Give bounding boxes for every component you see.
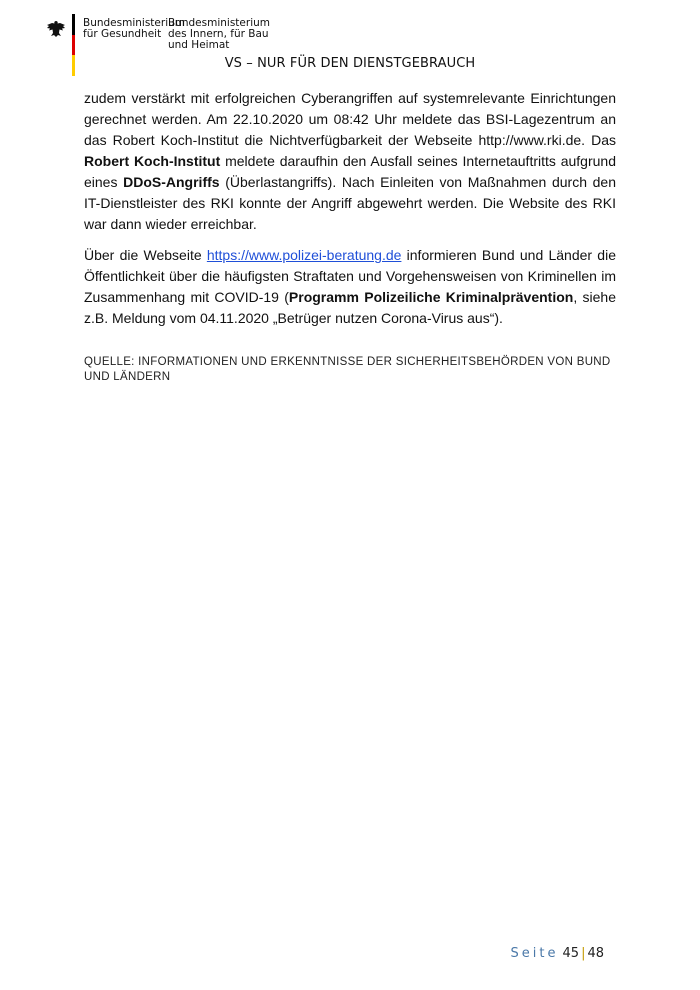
classification-label: VS – NUR FÜR DEN DIENSTGEBRAUCH <box>224 56 476 71</box>
source-note: QUELLE: INFORMATIONEN UND ERKENNTNISSE DER SICHERHEITSBEHÖRDEN VON BUND UND LÄNDERN <box>84 356 611 383</box>
bold-ddos: DDoS-Angriffs <box>123 174 220 190</box>
polizei-beratung-link[interactable]: https://www.polizei-beratung.de <box>206 247 402 263</box>
total-page-count: 48 <box>587 946 604 961</box>
page-footer <box>511 946 604 961</box>
ministry-health-line2: für Gesundheit <box>83 28 162 40</box>
current-page-number: 45 <box>562 946 580 961</box>
document-body <box>84 88 616 385</box>
ministry-health-line1: Bundesministerium <box>83 17 185 29</box>
bold-rki: Robert Koch-Institut <box>84 153 221 169</box>
bold-programm: Programm Polizeiliche Kriminalprävention <box>288 289 574 305</box>
federal-eagle-icon <box>46 20 66 38</box>
ministry-interior-name <box>168 18 270 51</box>
paragraph-polizei-beratung <box>84 245 616 329</box>
flag-stripe-red <box>72 35 75 56</box>
ministry-interior-line2: des Innern, für Bau <box>168 28 269 40</box>
ministry-interior-line1: Bundesministerium <box>168 17 270 29</box>
paragraph-text: , siehe z.B. Meldung vom 04.11.2020 „Betrüger nutzen Corona-Virus aus“). <box>84 289 616 326</box>
paragraph-text: informieren Bund und Länder die Öffentlichkeit über die häufigsten Straftaten und Vorgehensweisen von Kriminellen im Zusammenhang mit COVID-19 ( <box>84 247 616 305</box>
paragraph-rki-ddos <box>84 88 616 235</box>
ministry-interior-line3: und Heimat <box>168 39 230 51</box>
page-separator: | <box>581 946 586 961</box>
paragraph-text: meldete daraufhin den Ausfall seines Internetauftritts aufgrund eines <box>84 153 616 190</box>
flag-stripe-black <box>72 14 75 35</box>
paragraph-text: (Überlastangriffs). Nach Einleiten von Maßnahmen durch den IT-Dienstleister des RKI konnte der Angriff abgewehrt werden. Die Website des RKI war dann wieder erreichbar. <box>84 174 616 232</box>
paragraph-text: Über die Webseite <box>84 247 207 263</box>
page-label: Seite <box>510 946 559 961</box>
paragraph-text: zudem verstärkt mit erfolgreichen Cyberangriffen auf systemrelevante Einrichtungen gerechnet werden. Am 22.10.2020 um 08:42 Uhr meldete das BSI-Lagezentrum an das Robert Koch-Institut die Nichtverfügbarkeit der Webseite http://www.rki.de. Das <box>84 90 616 148</box>
